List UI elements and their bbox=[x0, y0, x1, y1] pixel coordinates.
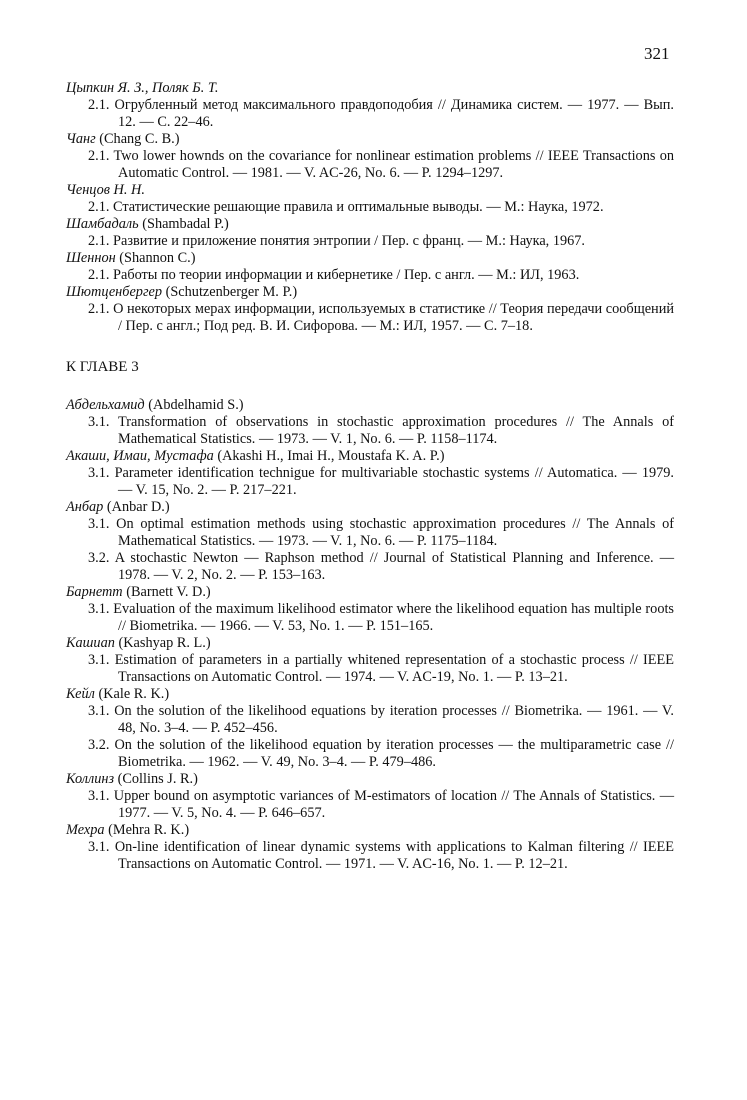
reference-number: 3.1. bbox=[88, 788, 110, 804]
bibliography-section-chapter-3 bbox=[66, 397, 674, 873]
author-heading bbox=[66, 686, 674, 703]
author-heading bbox=[66, 771, 674, 788]
reference-text: Работы по теории информации и кибернетике / Пер. с англ. — М.: ИЛ, 1963. bbox=[113, 267, 580, 283]
reference-text: On optimal estimation methods using stochastic approximation procedures // The Annals of Mathematical Statistics. — 1973. — V. 1, No. 6. — P. 1175–1184. bbox=[116, 516, 674, 549]
reference-text: Transformation of observations in stochastic approximation procedures // The Annals of Mathematical Statistics. — 1973. — V. 1, No. 6. — P. 1158–1174. bbox=[118, 414, 674, 447]
author-latin-name: (Barnett V. D.) bbox=[122, 584, 211, 600]
author-name: Анбар bbox=[66, 499, 104, 515]
reference-entry bbox=[66, 652, 674, 686]
author-latin-name: (Collins J. R.) bbox=[114, 771, 198, 787]
reference-number: 2.1. bbox=[88, 97, 110, 113]
author-heading bbox=[66, 448, 674, 465]
reference-text: Evaluation of the maximum likelihood estimator where the likelihood equation has multiple roots // Biometrika. — 1966. — V. 53, No. 1. — P. 151–165. bbox=[113, 601, 675, 634]
reference-number: 2.1. bbox=[88, 199, 110, 215]
author-latin-name: (Kale R. K.) bbox=[94, 686, 170, 702]
author-name: Шютценбергер bbox=[66, 284, 163, 300]
reference-entry bbox=[66, 199, 674, 216]
author-heading bbox=[66, 499, 674, 516]
reference-text: On the solution of the likelihood equation by iteration processes — the multiparametric case // Biometrika. — 1962. — V. 49, No. 3–4. — P. 479–486. bbox=[114, 737, 675, 770]
author-heading bbox=[66, 397, 674, 414]
reference-text: Статистические решающие правила и оптимальные выводы. — М.: Наука, 1972. bbox=[113, 199, 604, 215]
reference-number: 2.1. bbox=[88, 233, 110, 249]
reference-number: 3.1. bbox=[88, 516, 110, 532]
author-latin-name: (Anbar D.) bbox=[103, 499, 170, 515]
bibliography-section-chapter-2 bbox=[66, 80, 674, 335]
author-name: Ченцов Н. Н. bbox=[66, 182, 145, 198]
reference-entry bbox=[66, 233, 674, 250]
reference-text: Two lower hownds on the covariance for nonlinear estimation problems // IEEE Transactions on Automatic Control. — 1981. — V. AC-26, No. 6. — P. 1294–1297. bbox=[113, 148, 674, 181]
author-name: Цыпкин Я. З., Поляк Б. Т. bbox=[66, 80, 219, 96]
author-latin-name: (Mehra R. K.) bbox=[104, 822, 190, 838]
reference-entry bbox=[66, 788, 674, 822]
author-latin-name: (Schutzenberger M. P.) bbox=[162, 284, 298, 300]
author-name: Коллинз bbox=[66, 771, 115, 787]
author-name: Шеннон bbox=[66, 250, 116, 266]
reference-entry bbox=[66, 465, 674, 499]
reference-number: 3.1. bbox=[88, 601, 110, 617]
reference-entry bbox=[66, 267, 674, 284]
author-heading bbox=[66, 584, 674, 601]
reference-entry bbox=[66, 516, 674, 550]
author-heading bbox=[66, 216, 674, 233]
bibliography bbox=[66, 80, 674, 873]
author-heading bbox=[66, 131, 674, 148]
author-name: Кейл bbox=[66, 686, 95, 702]
author-latin-name: (Akashi H., Imai H., Moustafa K. A. P.) bbox=[213, 448, 445, 464]
author-name: Акаши, Имаи, Мустафа bbox=[66, 448, 214, 464]
author-name: Мехра bbox=[66, 822, 105, 838]
reference-text: Огрубленный метод максимального правдоподобия // Динамика систем. — 1977. — Вып. 12. — С. 22–46. bbox=[114, 97, 675, 130]
reference-number: 3.2. bbox=[88, 550, 110, 566]
author-name: Чанг bbox=[66, 131, 96, 147]
reference-number: 3.1. bbox=[88, 465, 110, 481]
reference-text: Parameter identification technigue for multivariable stochastic systems // Automatica. — 1979. — V. 15, No. 2. — P. 217–221. bbox=[114, 465, 674, 498]
page-number: 321 bbox=[644, 44, 670, 63]
section-heading: К ГЛАВЕ 3 bbox=[66, 359, 139, 375]
author-latin-name: (Kashyap R. L.) bbox=[114, 635, 211, 651]
author-latin-name: (Shambadal P.) bbox=[138, 216, 229, 232]
reference-text: Развитие и приложение понятия энтропии / Пер. с франц. — М.: Наука, 1967. bbox=[113, 233, 585, 249]
reference-entry bbox=[66, 148, 674, 182]
reference-number: 3.1. bbox=[88, 839, 110, 855]
author-heading bbox=[66, 635, 674, 652]
author-latin-name: (Chang C. B.) bbox=[95, 131, 180, 147]
reference-text: On-line identification of linear dynamic systems with applications to Kalman filtering // IEEE Transactions on Automatic Control. — 1971. — V. AC-16, No. 1. — P. 12–21. bbox=[114, 839, 674, 872]
reference-number: 3.1. bbox=[88, 703, 110, 719]
author-heading bbox=[66, 822, 674, 839]
reference-number: 3.1. bbox=[88, 414, 110, 430]
reference-number: 2.1. bbox=[88, 301, 110, 317]
reference-entry bbox=[66, 301, 674, 335]
author-heading bbox=[66, 284, 674, 301]
author-name: Абдельхамид bbox=[66, 397, 145, 413]
author-heading bbox=[66, 250, 674, 267]
reference-number: 3.1. bbox=[88, 652, 110, 668]
author-latin-name: (Abdelhamid S.) bbox=[144, 397, 244, 413]
author-heading bbox=[66, 182, 674, 199]
reference-text: Estimation of parameters in a partially whitened representation of a stochastic process // IEEE Transactions on Automatic Control. — 1974. — V. AC-19, No. 1. — P. 13–21. bbox=[114, 652, 675, 685]
reference-number: 2.1. bbox=[88, 148, 110, 164]
reference-entry bbox=[66, 97, 674, 131]
reference-entry bbox=[66, 601, 674, 635]
reference-entry bbox=[66, 737, 674, 771]
reference-text: Upper bound on asymptotic variances of M-estimators of location // The Annals of Statistics. — 1977. — V. 5, No. 4. — P. 646–657. bbox=[113, 788, 674, 821]
reference-text: On the solution of the likelihood equations by iteration processes // Biometrika. — 1961. — V. 48, No. 3–4. — P. 452–456. bbox=[114, 703, 674, 736]
reference-entry bbox=[66, 414, 674, 448]
reference-entry bbox=[66, 703, 674, 737]
reference-entry bbox=[66, 839, 674, 873]
author-heading bbox=[66, 80, 674, 97]
author-name: Барнетт bbox=[66, 584, 123, 600]
reference-number: 3.2. bbox=[88, 737, 110, 753]
author-name: Шамбадаль bbox=[66, 216, 139, 232]
reference-number: 2.1. bbox=[88, 267, 110, 283]
reference-text: A stochastic Newton — Raphson method // Journal of Statistical Planning and Inference. — 1978. — V. 2, No. 2. — P. 153–163. bbox=[114, 550, 674, 583]
author-name: Кашиап bbox=[66, 635, 115, 651]
reference-text: О некоторых мерах информации, используемых в статистике // Теория передачи сообщений / Пер. с англ.; Под ред. В. И. Сифорова. — М.: ИЛ, 1957. — С. 7–18. bbox=[113, 301, 674, 334]
reference-entry bbox=[66, 550, 674, 584]
author-latin-name: (Shannon C.) bbox=[115, 250, 196, 266]
